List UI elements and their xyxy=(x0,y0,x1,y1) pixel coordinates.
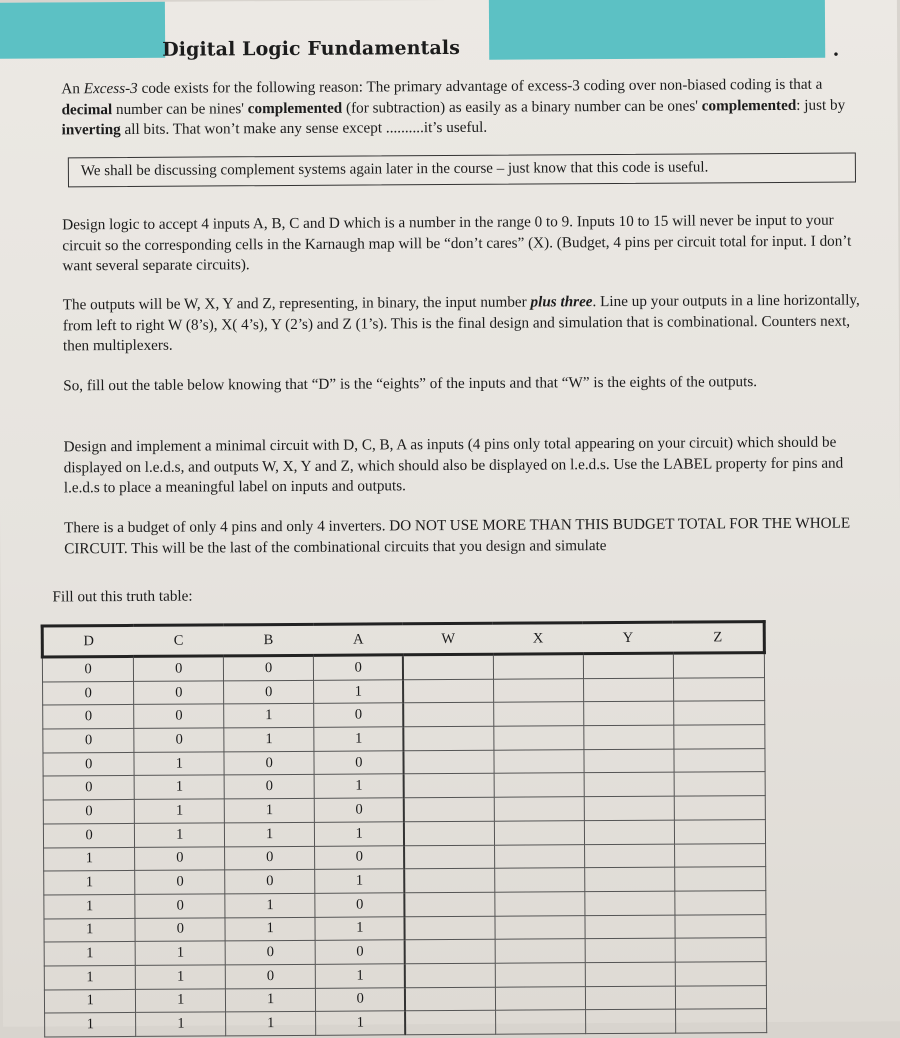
header-w: W xyxy=(403,623,493,655)
input-cell: 1 xyxy=(44,965,136,989)
budget-paragraph: There is a budget of only 4 pins and only 4 inverters. DO NOT USE MORE THAN THIS BUDGET TOTAL FOR THE WHOLE CIRCUIT. This will be the last of the combinational circuits that you design and simulate xyxy=(64,514,851,557)
input-cell: 1 xyxy=(225,917,315,941)
output-cell[interactable] xyxy=(404,750,494,774)
design-paragraph: Design logic to accept 4 inputs A, B, C and D which is a number in the range 0 to 9. Inputs 10 to 15 will never be input to your circuit so the corresponding cells in the Karnaugh map will be “don’t cares” (X). (Budget, 4 pins per circuit total for input. I don’t want several separate circuits). xyxy=(62,211,852,275)
input-cell: 0 xyxy=(134,681,224,705)
truth-table xyxy=(41,620,769,1037)
output-cell[interactable] xyxy=(585,915,675,939)
input-cell: 1 xyxy=(315,916,405,940)
output-cell[interactable] xyxy=(495,892,585,916)
input-cell: 0 xyxy=(315,845,405,869)
output-cell[interactable] xyxy=(674,867,766,891)
output-cell[interactable] xyxy=(585,986,675,1010)
input-cell: 1 xyxy=(226,1012,316,1036)
output-cell[interactable] xyxy=(405,916,495,940)
table-row xyxy=(45,1009,767,1037)
output-cell[interactable] xyxy=(494,726,584,750)
output-cell[interactable] xyxy=(673,701,765,725)
output-cell[interactable] xyxy=(584,725,674,749)
input-cell: 1 xyxy=(315,964,405,988)
intro-paragraph: An Excess-3 code exists for the following reason: The primary advantage of excess-3 coding over non-biased coding is that a decimal number can be nines' complemented (for subtraction) as easily as a binary number can be ones' complemented: just by inverting all bits. That won’t make any sense except ..........it’s useful. xyxy=(61,75,846,139)
input-cell: 0 xyxy=(134,656,224,681)
header-c: C xyxy=(134,625,224,657)
output-cell[interactable] xyxy=(404,797,494,821)
input-cell: 0 xyxy=(43,776,135,800)
output-cell[interactable] xyxy=(404,703,494,727)
output-cell[interactable] xyxy=(403,654,493,679)
output-cell[interactable] xyxy=(404,821,494,845)
header-a: A xyxy=(313,624,403,656)
input-cell: 1 xyxy=(44,871,136,895)
input-cell: 0 xyxy=(314,798,404,822)
output-cell[interactable] xyxy=(585,891,675,915)
input-cell: 0 xyxy=(135,894,225,918)
input-cell: 1 xyxy=(135,823,225,847)
input-cell: 0 xyxy=(225,964,315,988)
input-cell: 0 xyxy=(314,703,404,727)
input-cell: 1 xyxy=(314,727,404,751)
input-cell: 1 xyxy=(136,965,226,989)
input-cell: 0 xyxy=(43,705,135,729)
output-cell[interactable] xyxy=(494,797,584,821)
input-cell: 1 xyxy=(134,775,224,799)
output-cell[interactable] xyxy=(494,749,584,773)
input-cell: 1 xyxy=(224,727,314,751)
output-cell[interactable] xyxy=(494,820,584,844)
output-cell[interactable] xyxy=(673,653,765,678)
input-cell: 0 xyxy=(135,917,225,941)
input-cell: 0 xyxy=(135,846,225,870)
output-cell[interactable] xyxy=(584,867,674,891)
input-cell: 1 xyxy=(224,798,314,822)
input-cell: 1 xyxy=(136,1012,226,1036)
output-cell[interactable] xyxy=(584,796,674,820)
input-cell: 1 xyxy=(135,799,225,823)
sticky-note-left xyxy=(0,2,165,59)
input-cell: 0 xyxy=(134,704,224,728)
input-cell: 1 xyxy=(224,704,314,728)
output-cell[interactable] xyxy=(404,774,494,798)
output-cell[interactable] xyxy=(405,868,495,892)
header-d: D xyxy=(42,625,134,657)
implement-paragraph: Design and implement a minimal circuit with D, C, B, A as inputs (4 pins only total appearing on your circuit) which should be displayed on l.e.d.s, and outputs W, X, Y and Z, which should also be displayed on l.e.d.s. Use the LABEL property for pins and l.e.d.s to place a meaningful label on inputs and outputs. xyxy=(63,433,844,497)
input-cell: 1 xyxy=(226,988,316,1012)
output-cell[interactable] xyxy=(405,845,495,869)
output-cell[interactable] xyxy=(495,1010,585,1034)
output-cell[interactable] xyxy=(495,868,585,892)
input-cell: 1 xyxy=(44,918,136,942)
input-cell: 0 xyxy=(43,823,135,847)
sticky-note-right xyxy=(489,0,825,60)
input-cell: 0 xyxy=(314,751,404,775)
input-cell: 1 xyxy=(315,869,405,893)
input-cell: 1 xyxy=(316,1011,406,1035)
output-cell[interactable] xyxy=(674,796,766,820)
output-cell[interactable] xyxy=(585,962,675,986)
output-cell[interactable] xyxy=(494,773,584,797)
output-cell[interactable] xyxy=(674,772,766,796)
output-cell[interactable] xyxy=(495,915,585,939)
input-cell: 1 xyxy=(136,989,226,1013)
output-cell[interactable] xyxy=(495,939,585,963)
input-cell: 0 xyxy=(43,752,135,776)
input-cell: 0 xyxy=(224,775,314,799)
output-cell[interactable] xyxy=(405,892,495,916)
output-cell[interactable] xyxy=(494,702,584,726)
output-cell[interactable] xyxy=(584,820,674,844)
output-cell[interactable] xyxy=(583,653,673,678)
input-cell: 1 xyxy=(135,941,225,965)
header-z: Z xyxy=(673,622,765,654)
input-cell: 1 xyxy=(44,894,136,918)
input-cell: 0 xyxy=(43,728,135,752)
input-cell: 1 xyxy=(314,774,404,798)
input-cell: 1 xyxy=(314,822,404,846)
input-cell: 1 xyxy=(44,942,136,966)
output-cell[interactable] xyxy=(405,987,495,1011)
output-cell[interactable] xyxy=(674,748,766,772)
input-cell: 0 xyxy=(135,870,225,894)
output-cell[interactable] xyxy=(675,985,767,1009)
output-cell[interactable] xyxy=(674,819,766,843)
input-cell: 0 xyxy=(43,681,135,705)
page-title: Digital Logic Fundamentals xyxy=(162,36,461,61)
input-cell: 0 xyxy=(224,655,314,680)
input-cell: 0 xyxy=(225,846,315,870)
input-cell: 1 xyxy=(45,1013,137,1037)
input-cell: 0 xyxy=(315,987,405,1011)
table-instructions-paragraph: So, fill out the table below knowing that “D” is the “eights” of the inputs and that “W” is the eights of the outputs. xyxy=(63,373,758,395)
input-cell: 0 xyxy=(43,800,135,824)
output-cell[interactable] xyxy=(493,678,583,702)
output-cell[interactable] xyxy=(674,890,766,914)
input-cell: 0 xyxy=(224,751,314,775)
input-cell: 0 xyxy=(315,893,405,917)
output-cell[interactable] xyxy=(495,986,585,1010)
input-cell: 0 xyxy=(224,680,314,704)
outputs-paragraph: The outputs will be W, X, Y and Z, representing, in binary, the input number plus three. Line up your outputs in a line horizontally, from left to right W (8’s), X( 4’s), Y (2’s) and Z (1’s). This is the final design and simulation that is combinational. Counters next, then multiplexers. xyxy=(62,291,860,355)
output-cell[interactable] xyxy=(583,678,673,702)
input-cell: 1 xyxy=(44,989,136,1013)
output-cell[interactable] xyxy=(673,677,765,701)
output-cell[interactable] xyxy=(403,679,493,703)
output-cell[interactable] xyxy=(494,844,584,868)
output-cell[interactable] xyxy=(673,725,765,749)
fill-table-label: Fill out this truth table: xyxy=(52,587,193,606)
input-cell: 0 xyxy=(225,941,315,965)
input-cell: 1 xyxy=(225,893,315,917)
note-box xyxy=(68,153,856,188)
input-cell: 1 xyxy=(134,752,224,776)
output-cell[interactable] xyxy=(493,654,583,679)
input-cell: 0 xyxy=(134,728,224,752)
output-cell[interactable] xyxy=(675,914,767,938)
header-b: B xyxy=(223,624,313,656)
note-text: We shall be discussing complement systems again later in the course – just know that this code is useful. xyxy=(80,159,709,180)
input-cell: 0 xyxy=(225,870,315,894)
output-cell[interactable] xyxy=(585,1009,675,1033)
input-cell: 0 xyxy=(42,656,134,681)
input-cell: 1 xyxy=(314,679,404,703)
output-cell[interactable] xyxy=(675,962,767,986)
output-cell[interactable] xyxy=(405,939,495,963)
input-cell: 0 xyxy=(313,655,403,680)
output-cell[interactable] xyxy=(583,702,673,726)
output-cell[interactable] xyxy=(584,773,674,797)
output-cell[interactable] xyxy=(675,1009,767,1033)
output-cell[interactable] xyxy=(406,1011,496,1035)
input-cell: 1 xyxy=(225,822,315,846)
input-cell: 0 xyxy=(315,940,405,964)
output-cell[interactable] xyxy=(675,938,767,962)
output-cell[interactable] xyxy=(404,726,494,750)
output-cell[interactable] xyxy=(584,749,674,773)
input-cell: 1 xyxy=(44,847,136,871)
output-cell[interactable] xyxy=(495,963,585,987)
output-cell[interactable] xyxy=(674,843,766,867)
output-cell[interactable] xyxy=(405,963,495,987)
header-y: Y xyxy=(583,622,673,654)
truth-table-header xyxy=(42,622,764,657)
header-x: X xyxy=(493,623,583,655)
output-cell[interactable] xyxy=(585,938,675,962)
output-cell[interactable] xyxy=(584,844,674,868)
title-dot: . xyxy=(833,35,839,61)
